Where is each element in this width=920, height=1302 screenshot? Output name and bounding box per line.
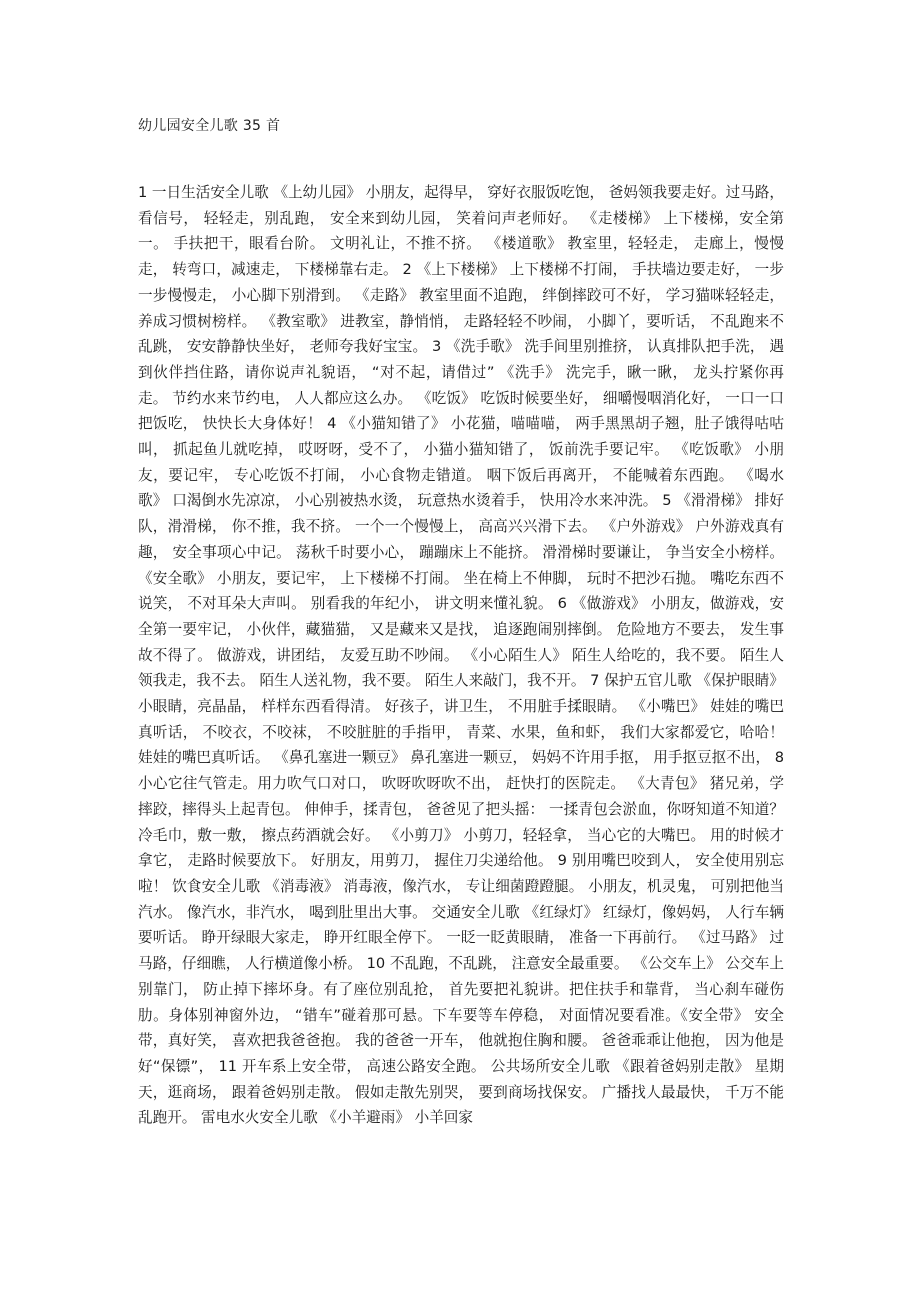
document-title: 幼儿园安全儿歌 35 首 [138, 118, 281, 134]
document-body-text: 1 一日生活安全儿歌 《上幼儿园》 小朋友，起得早， 穿好衣服饭吃饱， 爸妈领我要走好。过马路，看信号， 轻轻走，别乱跑， 安全来到幼儿园， 笑着问声老师好。 《走楼梯》 上下楼梯，安全第一。 手扶把干，眼看台阶。 文明礼让，不推不挤。 《楼道歌》 教室里，轻轻走， 走廊上，慢慢走， 转弯口，减速走， 下楼梯靠右走。 2 《上下楼梯》 上下楼梯不打闹， 手扶墙边要走好， 一步一步慢慢走， 小心脚下别滑到。 《走路》 教室里面不追跑， 绊倒摔跤可不好， 学习猫咪轻轻走， 养成习惯树榜样。 《教室歌》 进教室，静悄悄， 走路轻轻不吵闹， 小脚丫，要听话， 不乱跑来不乱跳， 安安静静快坐好， 老师夸我好宝宝。 3 《洗手歌》 洗手间里别推挤， 认真排队把手洗， 遇到伙伴挡住路，请你说声礼貌语， “对不起，请借过” 《洗手》 洗完手，瞅一瞅， 龙头拧紧你再走。 节约水来节约电， 人人都应这么办。 《吃饭》 吃饭时候要坐好， 细嚼慢咽消化好， 一口一口把饭吃， 快快长大身体好！ 4 《小猫知错了》 小花猫，喵喵喵， 两手黑黑胡子翘，肚子饿得咕咕叫， 抓起鱼儿就吃掉， 哎呀呀，受不了， 小猫小猫知错了， 饭前洗手要记牢。 《吃饭歌》 小朋友，要记牢， 专心吃饭不打闹， 小心食物走错道。 咽下饭后再离开， 不能喊着东西跑。 《喝水歌》 口渴倒水先凉凉， 小心别被热水烫， 玩意热水烫着手， 快用冷水来冲洗。 5 《滑滑梯》 排好队，滑滑梯， 你不推，我不挤。 一个一个慢慢上， 高高兴兴滑下去。 《户外游戏》 户外游戏真有趣， 安全事项心中记。 荡秋千时要小心， 蹦蹦床上不能挤。 滑滑梯时要谦让， 争当安全小榜样。 《安全歌》 小朋友，要记牢， 上下楼梯不打闹。 坐在椅上不伸脚， 玩时不把沙石抛。 嘴吃东西不说笑， 不对耳朵大声叫。 别看我的年纪小， 讲文明来懂礼貌。 6 《做游戏》 小朋友，做游戏，安全第一要牢记， 小伙伴，藏猫猫， 又是藏来又是找， 追逐跑闹别摔倒。 危险地方不要去， 发生事故不得了。 做游戏，讲团结， 友爱互助不吵闹。 《小心陌生人》 陌生人给吃的，我不要。 陌生人领我走，我不去。 陌生人送礼物，我不要。 陌生人来敲门，我不开。 7 保护五官儿歌 《保护眼睛》 小眼睛，亮晶晶， 样样东西看得清。 好孩子，讲卫生， 不用脏手揉眼睛。 《小嘴巴》 娃娃的嘴巴真听话， 不咬衣，不咬袜， 不咬脏脏的手指甲， 青菜、水果，鱼和虾， 我们大家都爱它，哈哈！ 娃娃的嘴巴真听话。 《鼻孔塞进一颗豆》 鼻孔塞进一颗豆， 妈妈不许用手抠， 用手抠豆抠不出， 8 小心它往气管走。用力吹气口对口， 吹呀吹呀吹不出， 赶快打的医院走。 《大青包》 猪兄弟，学摔跤，摔得头上起青包。 伸伸手，揉青包， 爸爸见了把头摇： 一揉青包会淤血，你呀知道不知道？ 冷毛巾，敷一敷， 擦点药酒就会好。 《小剪刀》 小剪刀，轻轻拿， 当心它的大嘴巴。 用的时候才拿它， 走路时候要放下。 好朋友，用剪刀， 握住刀尖递给他。 9 别用嘴巴咬到人， 安全使用别忘啦！ 饮食安全儿歌 《消毒液》 消毒液，像汽水， 专让细菌蹬蹬腿。 小朋友，机灵鬼， 可别把他当汽水。 像汽水，非汽水， 喝到肚里出大事。 交通安全儿歌 《红绿灯》 红绿灯，像妈妈， 人行车辆要听话。 睁开绿眼大家走， 睁开红眼全停下。 一眨一眨黄眼睛， 准备一下再前行。 《过马路》 过马路，仔细瞧， 人行横道像小桥。 10 不乱跑，不乱跳， 注意安全最重要。 《公交车上》 公交车上别靠门， 防止掉下摔坏身。有了座位别乱抢， 首先要把礼貌讲。把住扶手和靠背， 当心刹车碰伤肋。身体别神窗外边， “错车”碰着那可悬。下车要等车停稳， 对面情况要看准。《安全带》 安全带，真好笑， 喜欢把我爸爸抱。 我的爸爸一开车， 他就抱住胸和腰。 爸爸乖乖让他抱， 因为他是好“保镖”， 11 开车系上安全带， 高速公路安全跑。 公共场所安全儿歌 《跟着爸妈别走散》 星期天，逛商场， 跟着爸妈别走散。 假如走散先别哭， 要到商场找保安。 广播找人最最快， 千万不能乱跑开。 雷电水火安全儿歌 《小羊避雨》 小羊回家 [138, 184, 784, 1127]
